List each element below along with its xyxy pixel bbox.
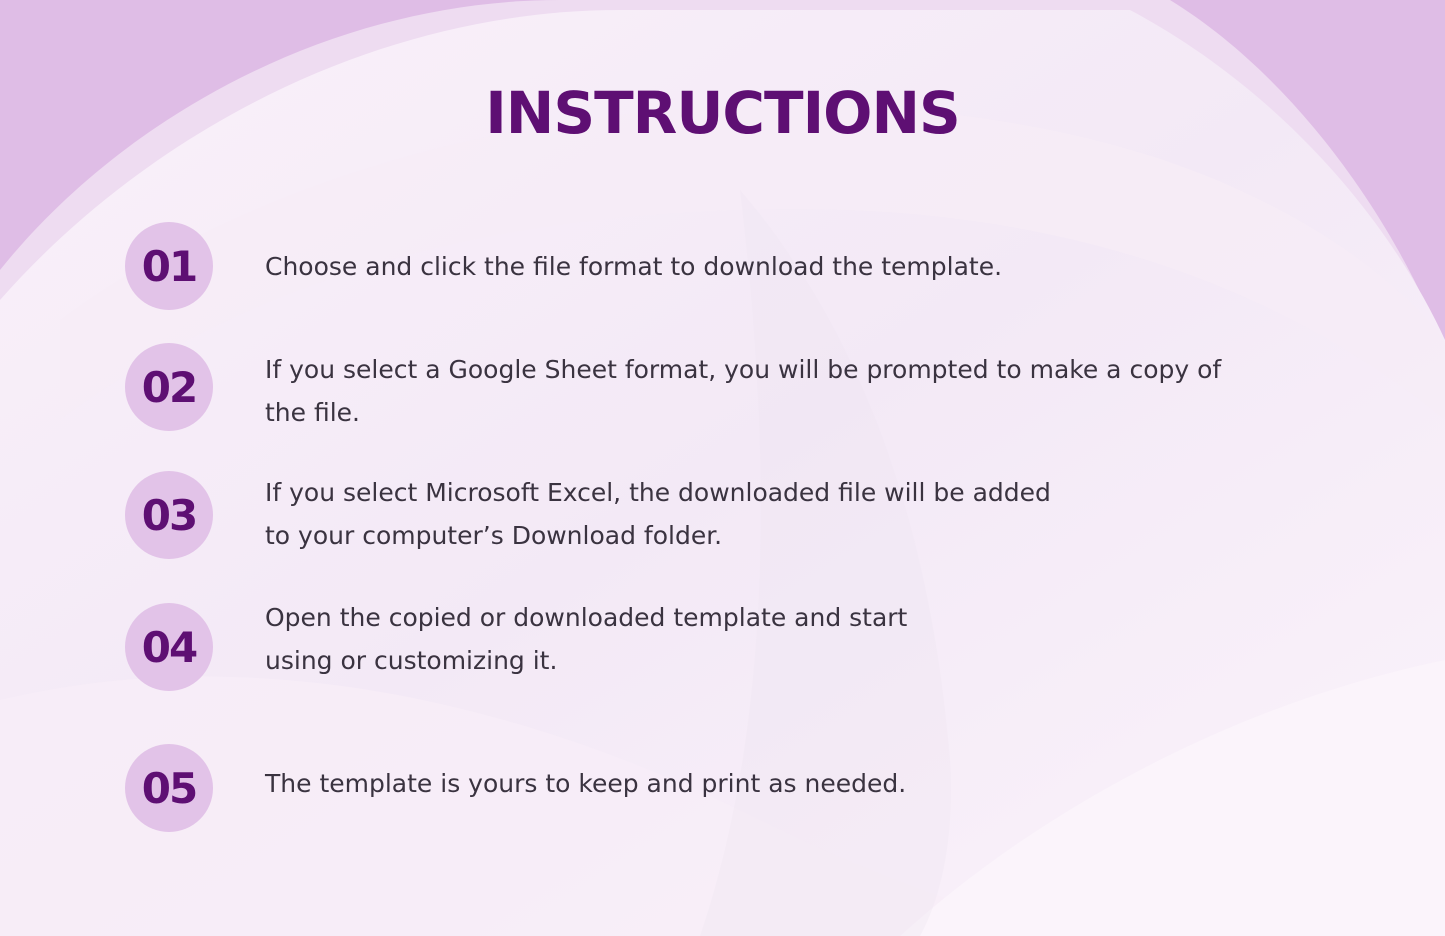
step-number-badge: 03 [125,471,213,559]
step-text [265,245,1002,288]
step-item [125,343,1222,431]
step-text [265,762,906,805]
step-number-badge: 01 [125,222,213,310]
step-text [265,471,1051,557]
page-title: INSTRUCTIONS [485,79,960,147]
step-number-badge: 02 [125,343,213,431]
step-text-line: Open the copied or downloaded template and start [265,603,908,632]
step-item [125,222,1003,310]
step-item [125,603,908,691]
step-text-line: If you select a Google Sheet format, you will be prompted to make a copy of [265,355,1222,384]
step-number-badge: 05 [125,744,213,832]
step-text-line: using or customizing it. [265,646,558,675]
step-item [125,744,907,832]
step-text-line: Choose and click the file format to download the template. [265,252,1003,281]
step-text-line: The template is yours to keep and print as needed. [265,769,907,798]
step-item [125,471,1051,559]
step-text [265,348,1221,434]
step-text-line: If you select Microsoft Excel, the downloaded file will be added [265,478,1051,507]
step-text-line: to your computer’s Download folder. [265,521,723,550]
step-number-badge: 04 [125,603,213,691]
step-text [265,596,907,682]
step-text-line: the file. [265,398,360,427]
